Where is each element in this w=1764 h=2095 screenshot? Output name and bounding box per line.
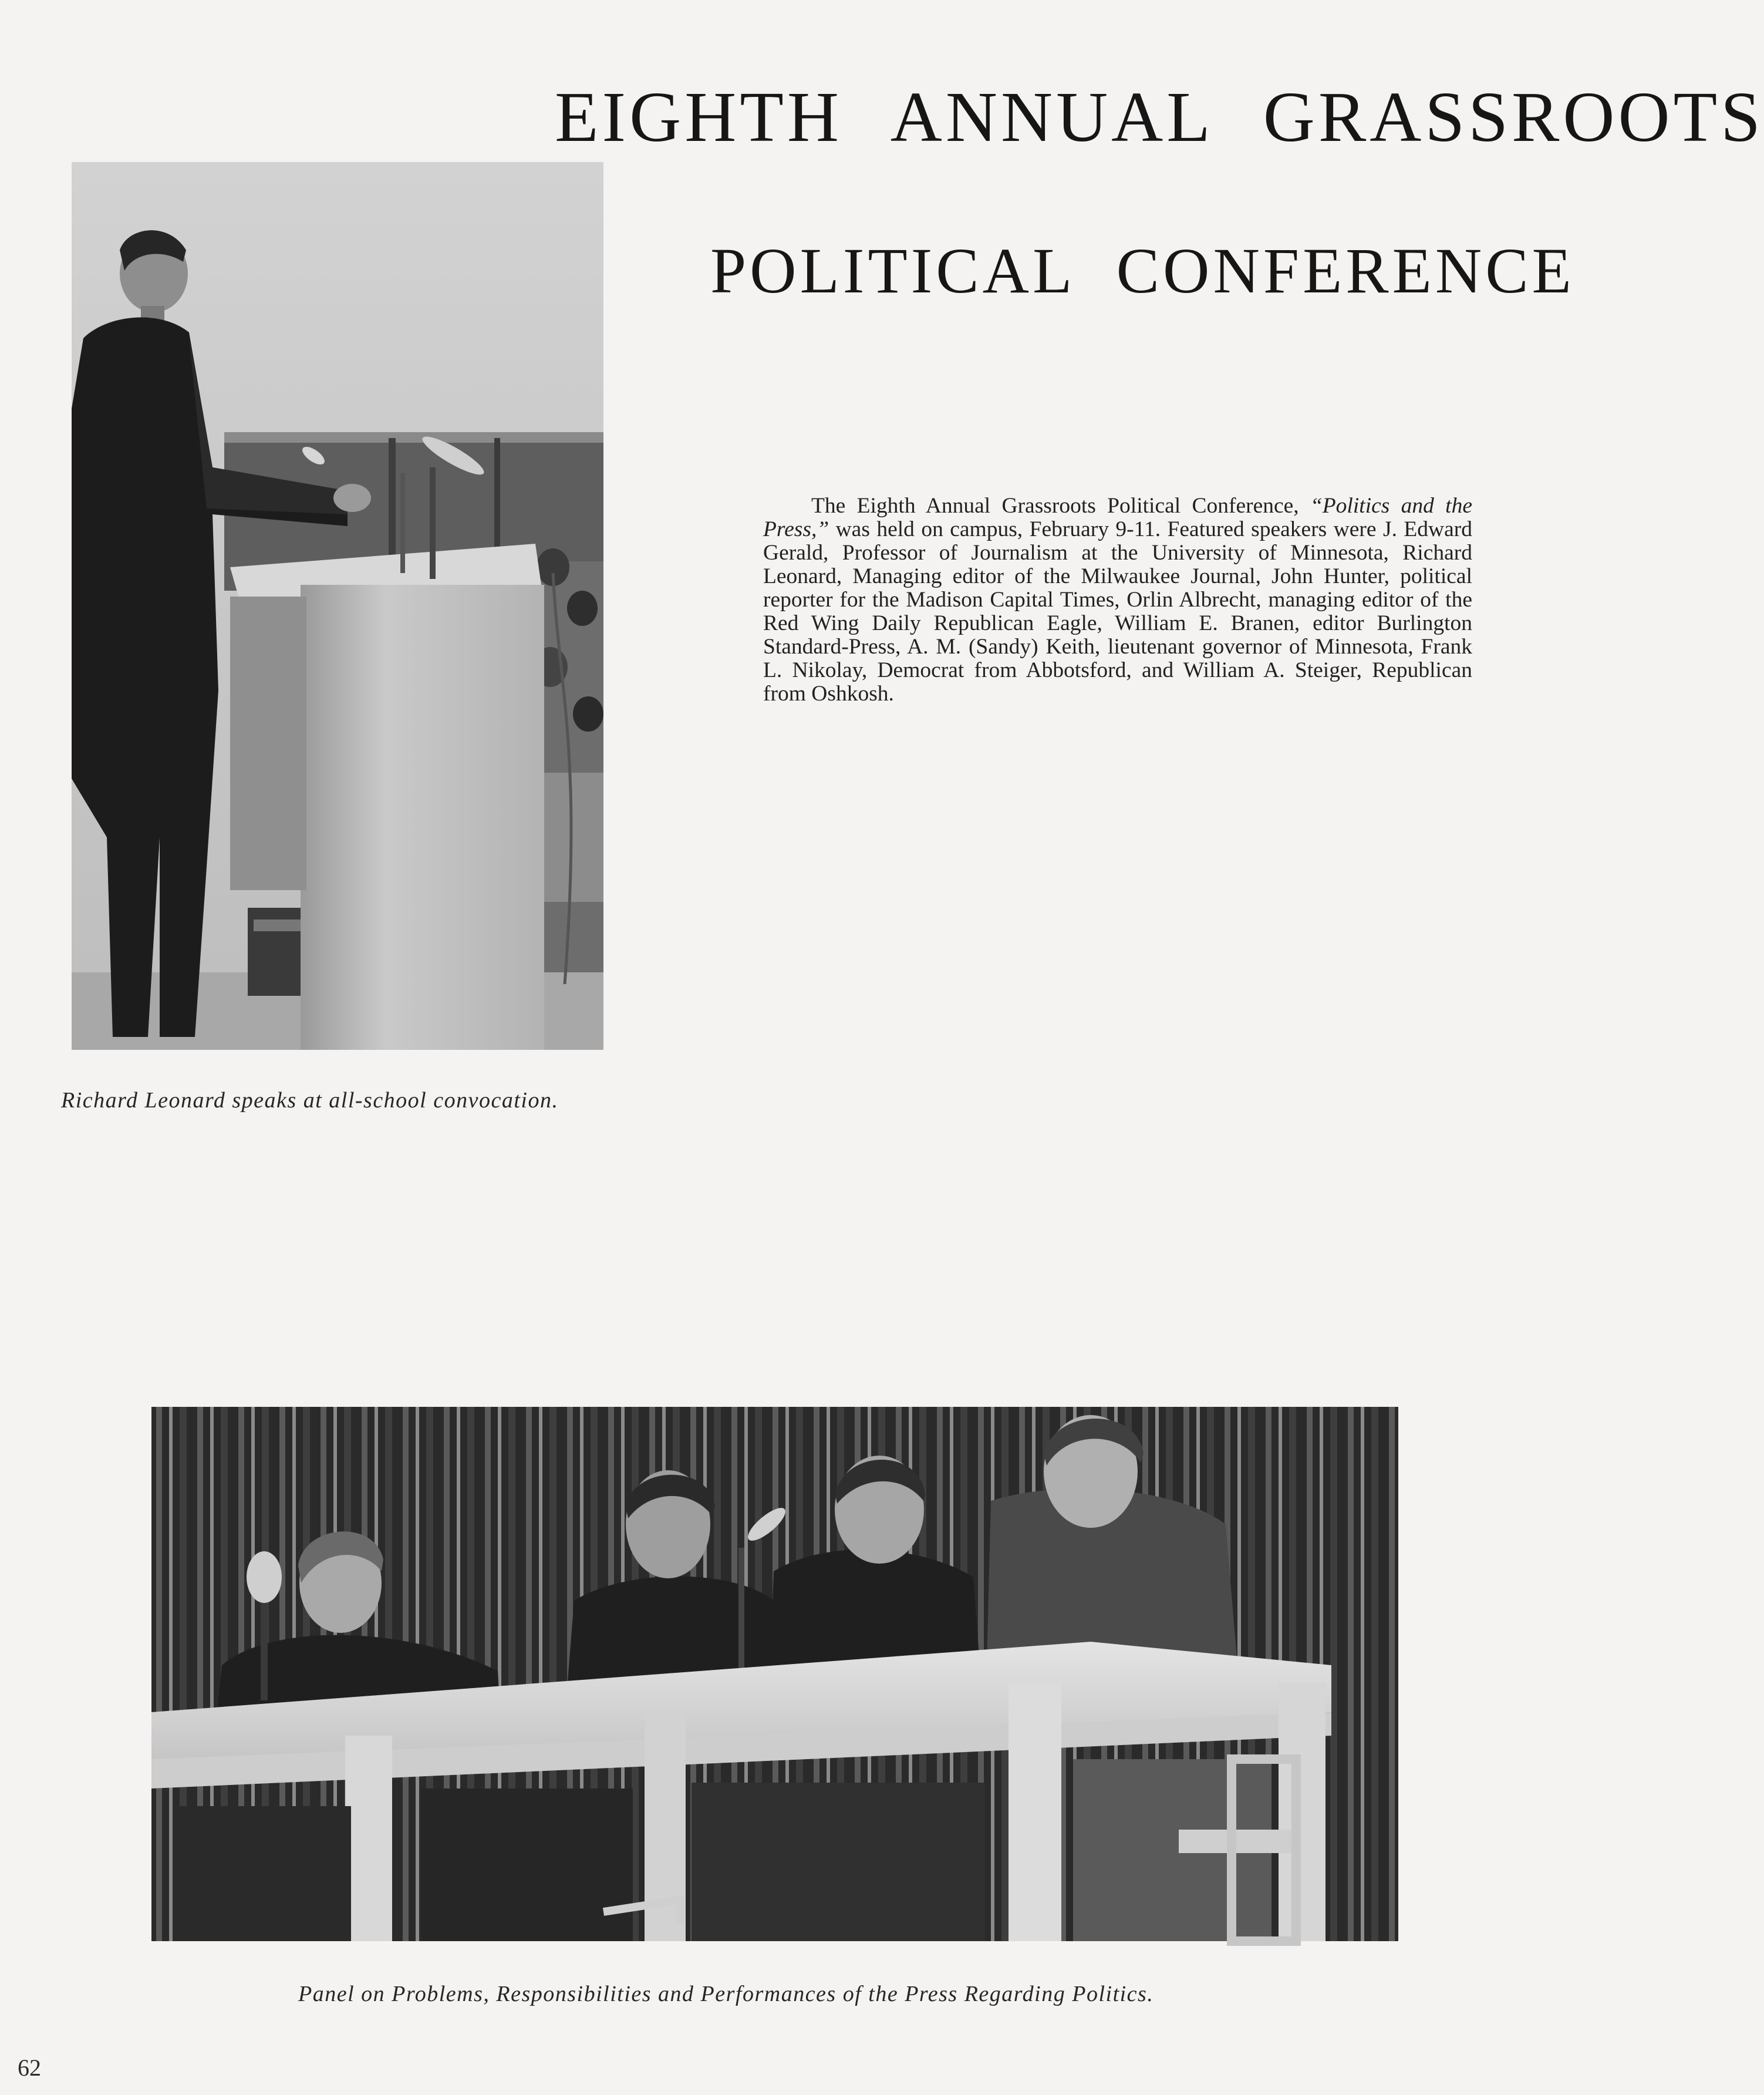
article-intro: The Eighth Annual Grassroots Political Conference, — [811, 494, 1310, 518]
speaker-photo-caption: Richard Leonard speaks at all-school convocation. — [61, 1088, 559, 1113]
panel-photo-illustration — [151, 1407, 1398, 1941]
page-number: 62 — [18, 2054, 41, 2081]
speaker-photo — [72, 162, 603, 1050]
speaker-photo-illustration — [72, 162, 603, 1050]
article-paragraph — [763, 494, 1472, 706]
article-body: was held on campus, February 9-11. Featured speakers were J. Edward Gerald, Professor of Journalism at the University of Minnesota, Richard Leonard, Managing editor of the Milwaukee Journal, John Hunter, political reporter for the Madison Capital Times, Orlin Albrecht, managing editor of the Red Wing Daily Republican Eagle, William E. Branen, editor Burlington Standard-Press, A. M. (Sandy) Keith, lieutenant governor of Minnesota, Frank L. Nikolay, Democrat from Abbotsford, and William A. Steiger, Republican from Oshkosh. — [763, 517, 1472, 706]
page-title-line-2: POLITICAL CONFERENCE — [710, 235, 1575, 306]
panel-photo — [151, 1407, 1398, 1941]
panel-photo-caption: Panel on Problems, Responsibilities and Performances of the Press Regarding Politics. — [298, 1982, 1154, 2006]
article-theme: “Politics and the Press,” — [763, 494, 1472, 541]
page-title-line-1: EIGHTH ANNUAL GRASSROOTS — [555, 78, 1764, 157]
